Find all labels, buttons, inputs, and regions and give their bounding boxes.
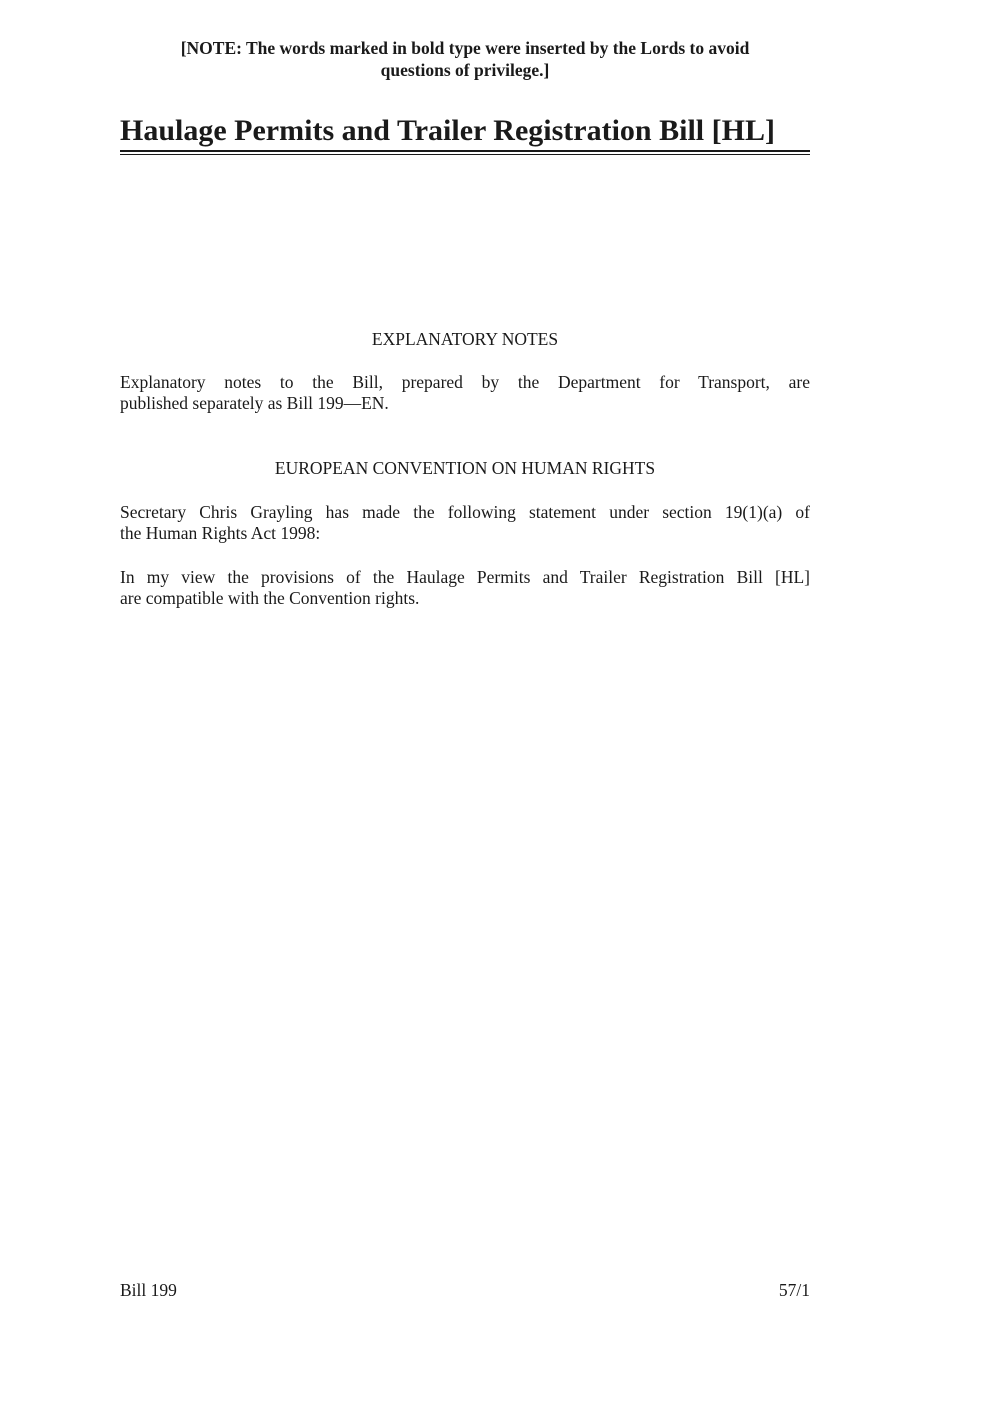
title-double-rule bbox=[120, 150, 810, 155]
compatibility-paragraph bbox=[120, 567, 810, 609]
echr-heading: EUROPEAN CONVENTION ON HUMAN RIGHTS bbox=[274, 458, 656, 478]
explanatory-notes-heading: EXPLANATORY NOTES bbox=[371, 329, 559, 349]
privilege-note bbox=[120, 37, 810, 81]
explanatory-notes-line-2: published separately as Bill 199—EN. bbox=[120, 393, 389, 413]
echr-statement-paragraph bbox=[120, 502, 810, 544]
explanatory-notes-line-1: Explanatory notes to the Bill, prepared by the Department for Transport, are bbox=[120, 372, 810, 392]
echr-statement-line-2: the Human Rights Act 1998: bbox=[120, 523, 321, 543]
footer-bill-number: Bill 199 bbox=[120, 1280, 177, 1300]
privilege-note-line-2: questions of privilege.] bbox=[380, 60, 550, 80]
footer-page-reference: 57/1 bbox=[778, 1280, 810, 1300]
privilege-note-line-1: [NOTE: The words marked in bold type were inserted by the Lords to avoid bbox=[180, 38, 750, 58]
bill-title: Haulage Permits and Trailer Registration Bill [HL] bbox=[120, 114, 775, 147]
explanatory-notes-paragraph bbox=[120, 372, 810, 414]
compatibility-line-1: In my view the provisions of the Haulage Permits and Trailer Registration Bill [HL] bbox=[120, 567, 810, 587]
compatibility-line-2: are compatible with the Convention rights. bbox=[120, 588, 420, 608]
echr-statement-line-1: Secretary Chris Grayling has made the following statement under section 19(1)(a) of bbox=[120, 502, 810, 522]
